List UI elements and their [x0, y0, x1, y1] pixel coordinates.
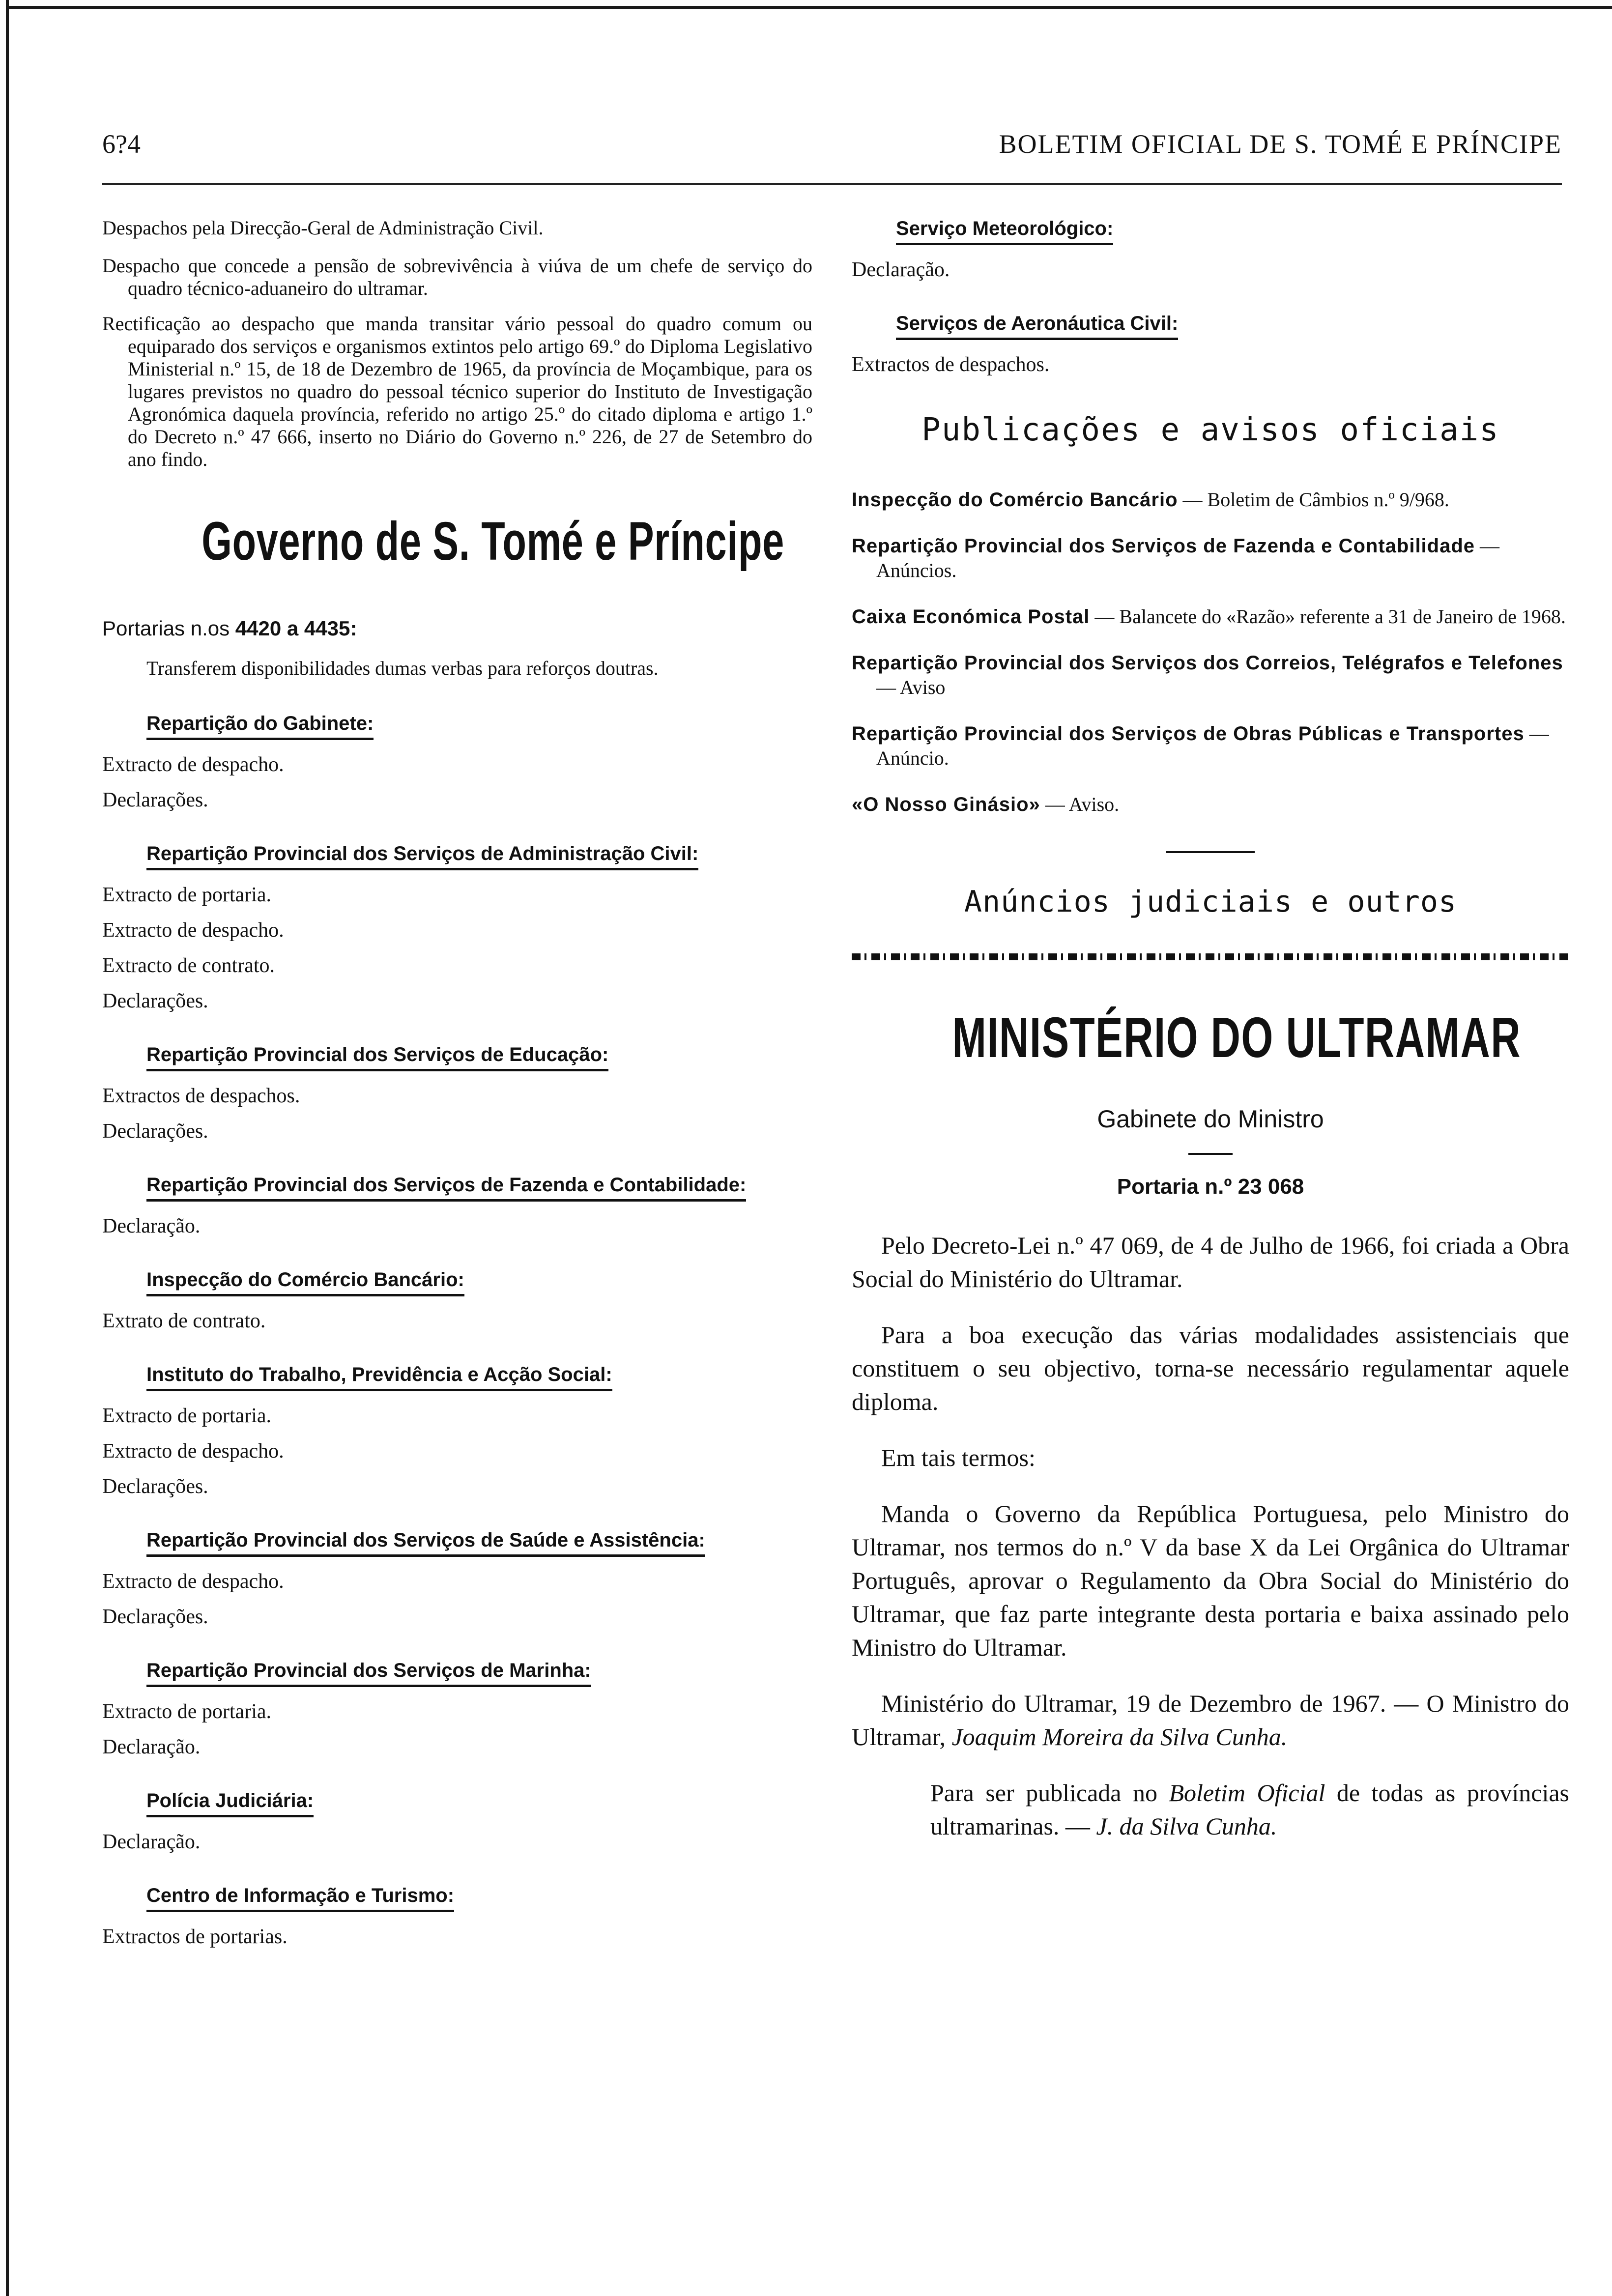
section	[852, 311, 1569, 376]
section	[102, 711, 812, 812]
signature-block	[852, 1687, 1569, 1753]
page-number: 6?4	[102, 129, 141, 159]
body-paragraph: Pelo Decreto-Lei n.º 47 069, de 4 de Julho de 1966, foi criada a Obra Social do Ministério do Ultramar.	[852, 1232, 1569, 1292]
section-entry: Extracto de despacho.	[102, 1440, 284, 1463]
publication-desc: — Anúncio.	[876, 722, 1549, 769]
section	[102, 1042, 812, 1143]
publish-suffix: de todas as províncias ultramarinas. —	[930, 1779, 1570, 1840]
section-entry: Declaração.	[852, 258, 950, 281]
section	[852, 216, 1569, 282]
section-entry: Extracto de contrato.	[102, 954, 275, 977]
section-entry: Declarações.	[102, 789, 208, 811]
publication-item	[852, 651, 1569, 700]
section	[102, 1883, 812, 1949]
section-heading: Repartição Provincial dos Serviços de Fazenda e Contabilidade:	[146, 1173, 746, 1202]
section-heading: Inspecção do Comércio Bancário:	[146, 1267, 464, 1296]
section-entry: Declarações.	[102, 990, 208, 1012]
body-paragraph: Em tais termos:	[881, 1444, 1036, 1471]
publication-desc: — Boletim de Câmbios n.º 9/968.	[1178, 488, 1449, 511]
section	[102, 1788, 812, 1854]
publication-desc: — Aviso.	[1040, 793, 1120, 815]
body-paragraph: Manda o Governo da República Portuguesa, pelo Ministro do Ultramar, nos termos do n.º V da base X da Lei Orgânica do Ultramar Português, aprovar o Regulamento da Obra Social do Ministério do Ultramar, que faz parte integrante desta portaria e baixa assinado pelo Ministro do Ultramar.	[852, 1500, 1569, 1661]
portarias-text: Transferem disponibilidades dumas verbas para reforços doutras.	[146, 657, 659, 679]
publication-item	[852, 792, 1569, 817]
publication-source: Repartição Provincial dos Serviços de Fazenda e Contabilidade	[852, 535, 1475, 557]
section	[102, 1173, 812, 1238]
cabinet-subtitle: Gabinete do Ministro	[1097, 1105, 1324, 1133]
section-heading: Repartição Provincial dos Serviços de Marinha:	[146, 1658, 591, 1687]
portarias-label: Portarias n.os	[102, 617, 230, 640]
ornamental-border	[852, 953, 1569, 960]
publication-item	[852, 721, 1569, 771]
section-entry: Extracto de despacho.	[102, 1570, 284, 1593]
separator-rule	[1166, 851, 1255, 853]
section-entry: Extracto de portaria.	[102, 884, 271, 906]
page-header	[102, 129, 1562, 168]
portarias-line	[102, 617, 812, 640]
section-entry: Extractos de portarias.	[102, 1925, 288, 1948]
section	[102, 1267, 812, 1333]
publication-desc: — Aviso	[876, 676, 946, 698]
section	[102, 841, 812, 1013]
section-entry: Declaração.	[102, 1736, 201, 1758]
announcements-title: Anúncios judiciais e outros	[964, 885, 1457, 919]
separator-rule	[1188, 1153, 1233, 1155]
left-column	[102, 216, 812, 1978]
right-column	[852, 216, 1569, 1866]
section-entry: Declarações.	[102, 1475, 208, 1498]
header-rule	[102, 183, 1562, 185]
section-heading: Serviços de Aeronáutica Civil:	[896, 311, 1178, 340]
publication-desc: — Balancete do «Razão» referente a 31 de Janeiro de 1968.	[1090, 605, 1566, 628]
section-heading: Repartição Provincial dos Serviços de Educação:	[146, 1042, 608, 1071]
publish-prefix: Para ser publicada no	[930, 1779, 1157, 1807]
portaria-number: Portaria n.º 23 068	[1117, 1175, 1304, 1199]
section-entry: Declarações.	[102, 1606, 208, 1628]
section	[102, 1658, 812, 1759]
section-entry: Extractos de despachos.	[102, 1085, 300, 1107]
publication-item	[852, 534, 1569, 583]
publication-item	[852, 488, 1569, 512]
page-border-left	[6, 0, 9, 2296]
intro-paragraph: Rectificação ao despacho que manda transitar vário pessoal do quadro comum ou equiparado dos serviços e organismos extintos pelo artigo 69.º do Diploma Legislativo Ministerial n.º 15, de 18 de Dezembro de 1965, da província de Moçambique, para os lugares previstos no quadro do pessoal técnico superior do Instituto de Investigação Agronómica daquela província, referido no artigo 25.º do citado diploma e artigo 1.º do Decreto n.º 47 666, inserto no Diário do Governo n.º 226, de 27 de Setembro do ano findo.	[102, 313, 812, 470]
publication-source: Inspecção do Comércio Bancário	[852, 489, 1178, 511]
signature-date: Ministério do Ultramar, 19 de Dezembro de 1967. —	[881, 1690, 1419, 1717]
section-entry: Declarações.	[102, 1120, 208, 1143]
publication-desc: — Anúncios.	[876, 535, 1500, 581]
section-entry: Declaração.	[102, 1215, 201, 1237]
publication-item	[852, 604, 1569, 629]
section-heading: Repartição Provincial dos Serviços de Administração Civil:	[146, 841, 698, 870]
publication-source: Repartição Provincial dos Serviços de Obras Públicas e Transportes	[852, 723, 1525, 745]
ministry-title: MINISTÉRIO DO ULTRAMAR	[952, 1005, 1521, 1069]
publish-signature: J. da Silva Cunha.	[1096, 1812, 1277, 1840]
signature-name: Joaquim Moreira da Silva Cunha.	[951, 1723, 1288, 1751]
publication-source: «O Nosso Ginásio»	[852, 794, 1040, 815]
section-heading: Polícia Judiciária:	[146, 1788, 314, 1817]
section-heading: Repartição Provincial dos Serviços de Saúde e Assistência:	[146, 1528, 705, 1557]
publication-order	[852, 1776, 1569, 1843]
running-title: BOLETIM OFICIAL DE S. TOMÉ E PRÍNCIPE	[999, 129, 1562, 159]
body-paragraph: Para a boa execução das várias modalidades assistenciais que constituem o seu objectivo, torna-se necessário regulamentar aquele diploma.	[852, 1321, 1569, 1415]
section-entry: Extracto de portaria.	[102, 1700, 271, 1723]
section	[102, 1362, 812, 1498]
section-entry: Extracto de despacho.	[102, 753, 284, 776]
intro-paragraph: Despacho que concede a pensão de sobrevivência à viúva de um chefe de serviço do quadro técnico-aduaneiro do ultramar.	[102, 255, 812, 299]
publication-source: Caixa Económica Postal	[852, 606, 1090, 628]
section-heading: Instituto do Trabalho, Previdência e Acção Social:	[146, 1362, 612, 1391]
signature-prefix: O Ministro do Ultramar,	[852, 1690, 1570, 1751]
section-heading: Centro de Informação e Turismo:	[146, 1883, 454, 1912]
section-entry: Declaração.	[102, 1831, 201, 1853]
section-heading: Serviço Meteorológico:	[896, 216, 1113, 245]
publication-source: Repartição Provincial dos Serviços dos Correios, Telégrafos e Telefones	[852, 652, 1563, 674]
section-entry: Extracto de portaria.	[102, 1405, 271, 1427]
section-entry: Extracto de despacho.	[102, 919, 284, 942]
government-title: Governo de S. Tomé e Príncipe	[202, 511, 785, 572]
intro-paragraph: Despachos pela Direcção-Geral de Administração Civil.	[102, 217, 544, 239]
publications-title: Publicações e avisos oficiais	[921, 412, 1499, 448]
section	[102, 1528, 812, 1629]
section-heading: Repartição do Gabinete:	[146, 711, 374, 740]
page-border-top	[6, 6, 1612, 9]
section-entry: Extractos de despachos.	[852, 353, 1050, 376]
publish-italic: Boletim Oficial	[1169, 1779, 1325, 1807]
section-entry: Extrato de contrato.	[102, 1310, 266, 1332]
portarias-range: 4420 a 4435:	[235, 617, 357, 640]
